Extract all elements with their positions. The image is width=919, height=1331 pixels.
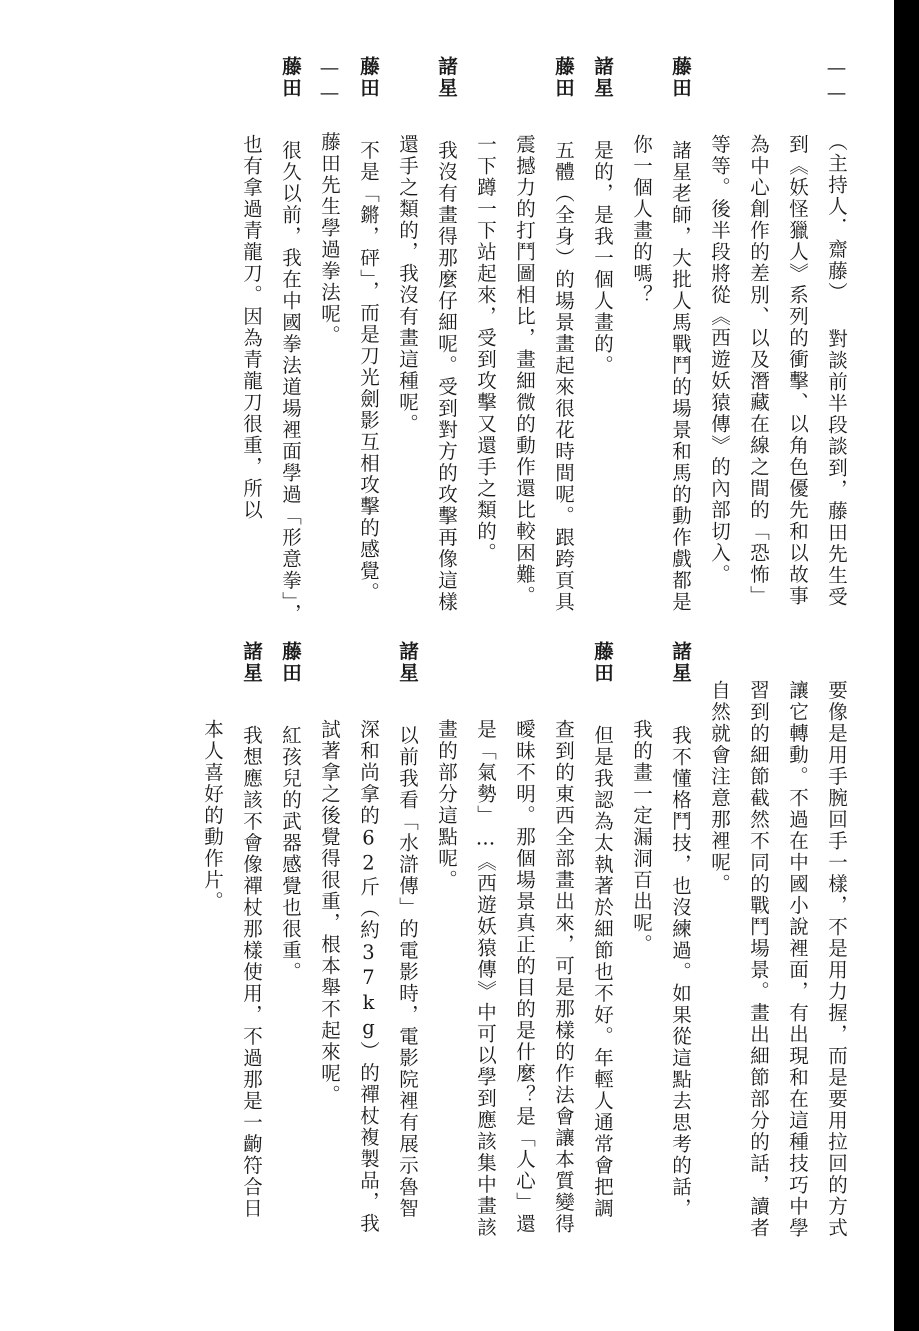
interviewer-question [310, 56, 349, 625]
dialogue-line [427, 641, 622, 1240]
text-column-upper [232, 56, 856, 625]
speaker-name: 藤田 [552, 56, 575, 99]
dialogue-text: 我不懂格鬥技，也沒練過。如果從這點去思考的話，我的畫一定漏洞百出呢。 [630, 719, 692, 1220]
speaker-name: 諸星 [591, 56, 614, 99]
continued-text: 要像是用手腕回手一樣，不是用力握，而是要用拉回的方式讓它轉動。不過在中國小說裡面，有出現和在這種技巧中學習到的細節截然不同的戰鬥場景。畫出細節部分的話，讀者自然就會注意那裡呢。 [708, 680, 848, 1239]
dialogue-text: 以前我看「水滸傳」的電影時，電影院裡有展示魯智深和尚拿的62斤（約37kg）的禪杖複製品，我試著拿之後覺得很重，根本舉不起來呢。 [318, 719, 419, 1235]
dialogue-line [271, 641, 310, 1240]
dialogue-text: 是的，是我一個人畫的。 [591, 139, 614, 377]
speaker-name: 諸星 [240, 641, 263, 684]
dialogue-line [193, 641, 271, 1240]
dialogue-line [349, 56, 388, 625]
speaker-name: 藤田 [357, 56, 380, 99]
continued-paragraph [700, 680, 856, 1240]
dialogue-line [310, 641, 427, 1240]
speaker-name: 諸星 [435, 56, 458, 99]
question-text: 藤田先生學過拳法呢。 [318, 131, 341, 347]
dialogue-text: 紅孩兒的武器感覺也很重。 [279, 724, 302, 983]
dialogue-text: 不是「鏘，砰」，而是刀光劍影互相攻擊的感覺。 [357, 139, 380, 604]
intro-text: （主持人．齋藤） 對談前半段談到，藤田先生受到《妖怪獵人》系列的衝擊、以角色優先和以故事為中心創作的差別、以及潛藏在線之間的「恐怖」等等。後半段將從《西遊妖猿傳》的內部切入。 [708, 131, 848, 608]
dialogue-text: 但是我認為太執著於細節也不好。年輕人通常會把調查到的東西全部畫出來，可是那樣的作法會讓本質變得曖昧不明。那個場景真正的目的是什麼？是「人心」還是「氣勢」…《西遊妖猿傳》中可以學到應該集中畫該畫的部分這點呢。 [435, 719, 614, 1239]
speaker-name: 藤田 [279, 56, 302, 99]
dialogue-text: 諸星老師，大批人馬戰鬥的場景和馬的動作戲都是你一個人畫的嗎？ [630, 134, 692, 613]
dialogue-text: 我想應該不會像禪杖那樣使用，不過那是一齣符合日本人喜好的動作片。 [201, 719, 263, 1220]
dialogue-text: 很久以前，我在中國拳法道場裡面學過「形意拳」，也有拿過青龍刀。因為青龍刀很重，所以 [240, 134, 302, 625]
speaker-name: 諸星 [669, 641, 692, 684]
dialogue-text: 我沒有畫得那麼仔細呢。受到對方的攻擊再像這樣還手之類的，我沒有畫這種呢。 [396, 134, 458, 613]
text-column-lower [193, 641, 856, 1240]
dash-mark: —— [318, 56, 341, 106]
speaker-name: 諸星 [396, 641, 419, 684]
dialogue-line [232, 56, 310, 625]
speaker-name: 藤田 [669, 56, 692, 99]
dialogue-line [622, 56, 700, 625]
dialogue-line [583, 56, 622, 625]
intro-paragraph [700, 56, 856, 625]
speaker-name: 藤田 [279, 641, 302, 684]
dialogue-line [622, 641, 700, 1240]
dialogue-line [466, 56, 583, 625]
speaker-name: 藤田 [591, 641, 614, 684]
dash-mark: —— [825, 56, 848, 106]
dialogue-text: 五體（全身）的場景畫起來很花時間呢。跟跨頁具震撼力的打鬥圖相比，畫細微的動作還比較困難。一下蹲一下站起來，受到攻擊又還手之類的。 [474, 134, 575, 613]
dialogue-line [388, 56, 466, 625]
page-edge-bar [894, 0, 919, 1331]
